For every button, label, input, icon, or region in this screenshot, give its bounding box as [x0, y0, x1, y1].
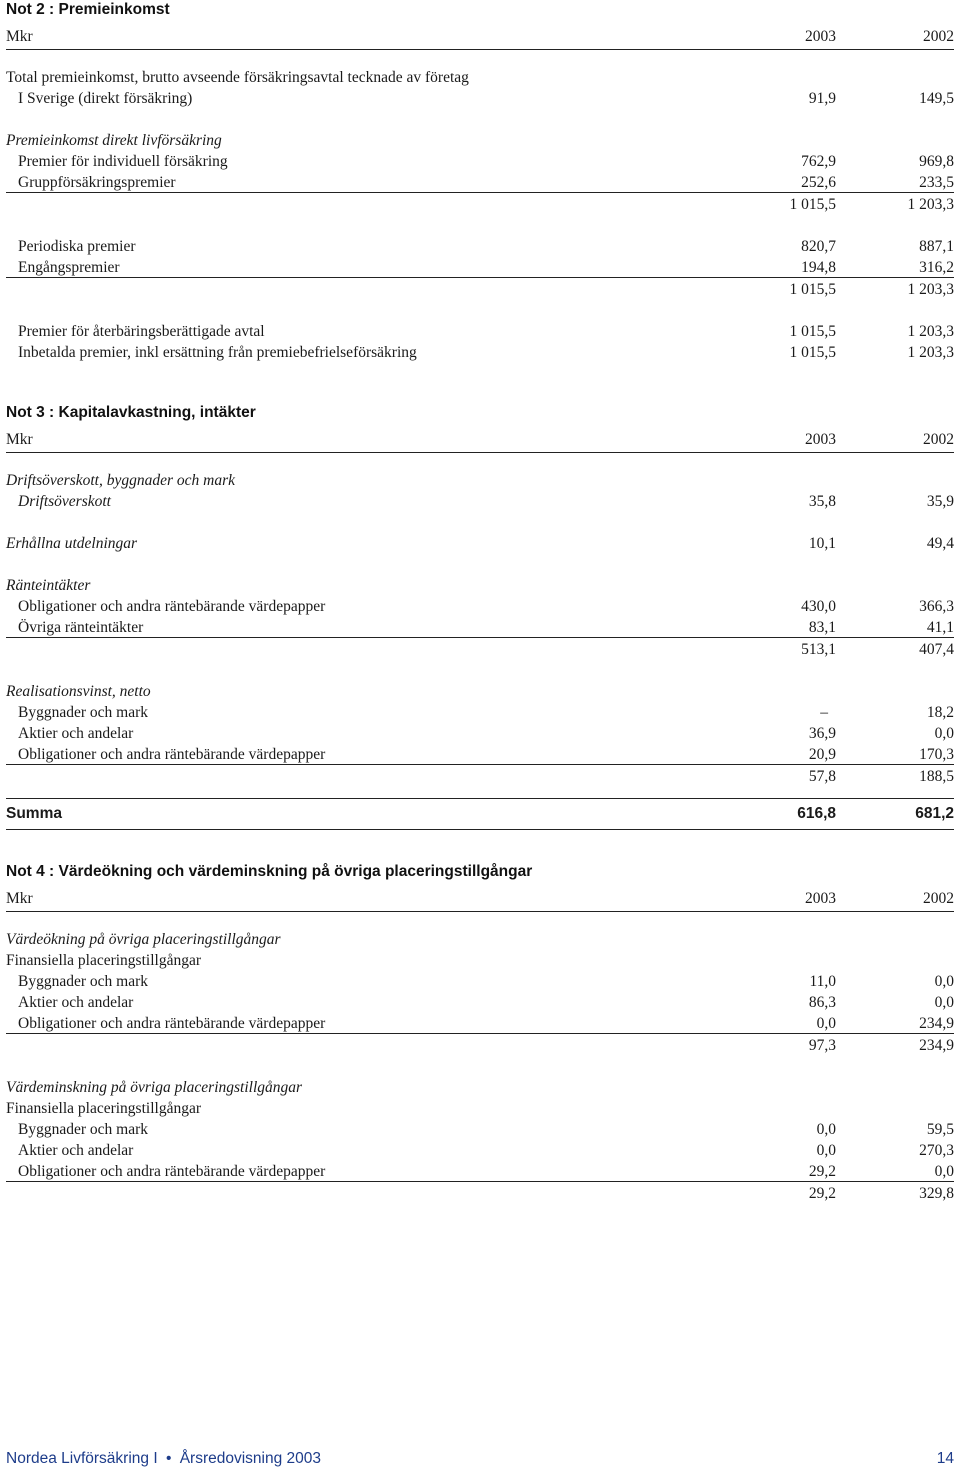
value-2003: 1 015,5: [789, 281, 836, 298]
value-2002: 407,4: [919, 641, 954, 658]
note-2: [6, 0, 954, 362]
table-row: [6, 469, 954, 490]
value-2003: 57,8: [808, 768, 836, 785]
row-label: Premieinkomst direkt livförsäkring: [6, 132, 222, 149]
table-row: [6, 1160, 954, 1182]
note-4: [6, 862, 954, 1203]
value-2003: 194,8: [801, 259, 836, 276]
year-2002: 2002: [923, 27, 954, 45]
value-2003: 86,3: [808, 994, 836, 1011]
value-2002: 188,5: [919, 768, 954, 785]
row-label: Finansiella placeringstillgångar: [6, 1100, 201, 1117]
value-2003: 0,0: [816, 1121, 836, 1138]
page-number: 14: [936, 1450, 954, 1467]
value-2002: 233,5: [919, 174, 954, 191]
value-2003: 83,1: [808, 619, 836, 636]
value-2002: 969,8: [919, 153, 954, 170]
value-2002: 234,9: [919, 1015, 954, 1032]
value-2002: 270,3: [919, 1142, 954, 1159]
value-2003: 29,2: [808, 1163, 836, 1180]
table-row: [6, 150, 954, 171]
footer-bullet: •: [165, 1450, 172, 1467]
value-2003: 513,1: [801, 641, 836, 658]
table-header: [6, 427, 954, 453]
page-footer: [6, 1450, 954, 1472]
table-row: [6, 595, 954, 616]
row-label: Finansiella placeringstillgångar: [6, 952, 201, 969]
value-2003: 762,9: [801, 153, 836, 170]
value-2003: 36,9: [808, 725, 836, 742]
row-label: I Sverige (direkt försäkring): [18, 90, 193, 107]
summa-2003: 616,8: [797, 805, 836, 822]
summa-label: Summa: [6, 805, 62, 822]
row-label: Obligationer och andra räntebärande värdepapper: [18, 1163, 326, 1180]
value-2003: 430,0: [801, 598, 836, 615]
table-row: [6, 1012, 954, 1034]
table-row: [6, 341, 954, 362]
value-2003: 0,0: [816, 1015, 836, 1032]
value-2002: 366,3: [919, 598, 954, 615]
summa-2002: 681,2: [915, 805, 954, 822]
row-label: Aktier och andelar: [18, 1142, 134, 1159]
row-label: Periodiska premier: [18, 238, 136, 255]
value-2003: 1 015,5: [789, 196, 836, 213]
value-2003: 11,0: [809, 973, 836, 990]
value-2002: 329,8: [919, 1185, 954, 1202]
value-2003: 29,2: [808, 1185, 836, 1202]
value-2002: 1 203,3: [907, 344, 954, 361]
subtotal-row: [6, 1034, 954, 1055]
unit-label: Mkr: [6, 27, 33, 45]
value-2003: 820,7: [801, 238, 836, 255]
row-label: Byggnader och mark: [18, 1121, 148, 1138]
value-2002: 0,0: [934, 1163, 954, 1180]
value-2003: 10,1: [808, 535, 836, 552]
note-title: Not 3 : Kapitalavkastning, intäkter: [6, 404, 256, 421]
table-row: [6, 743, 954, 765]
value-2003: –: [820, 704, 828, 721]
table-row: [6, 680, 954, 701]
row-label: Realisationsvinst, netto: [6, 683, 151, 700]
row-label: Inbetalda premier, inkl ersättning från premiebefrielseförsäkring: [18, 344, 417, 361]
table-row: [6, 532, 954, 553]
value-2003: 1 015,5: [789, 323, 836, 340]
row-label: Aktier och andelar: [18, 994, 134, 1011]
subtotal-row: [6, 1182, 954, 1203]
table-row: [6, 574, 954, 595]
table-row: [6, 171, 954, 193]
row-label: Byggnader och mark: [18, 973, 148, 990]
table-row: [6, 722, 954, 743]
row-label: Total premieinkomst, brutto avseende försäkringsavtal tecknade av företag: [6, 69, 469, 86]
row-label: Byggnader och mark: [18, 704, 148, 721]
table-row: [6, 616, 954, 638]
value-2002: 18,2: [926, 704, 954, 721]
table-header: [6, 886, 954, 912]
value-2002: 887,1: [919, 238, 954, 255]
row-label: Obligationer och andra räntebärande värdepapper: [18, 746, 326, 763]
table-row: [6, 129, 954, 150]
table-row: [6, 490, 954, 511]
value-2002: 41,1: [926, 619, 954, 636]
subtotal-row: [6, 193, 954, 214]
table-row: [6, 320, 954, 341]
value-2003: 20,9: [808, 746, 836, 763]
unit-label: Mkr: [6, 889, 33, 907]
table-row: [6, 1139, 954, 1160]
table-header: [6, 24, 954, 50]
table-row: [6, 991, 954, 1012]
subtotal-row: [6, 638, 954, 659]
table-row: [6, 928, 954, 949]
summa-row: [6, 798, 954, 830]
year-2002: 2002: [923, 430, 954, 448]
value-2002: 170,3: [919, 746, 954, 763]
note-title: Not 2 : Premieinkomst: [6, 1, 170, 18]
table-row: [6, 1097, 954, 1118]
row-label: Ränteintäkter: [6, 577, 91, 594]
table-row: [6, 949, 954, 970]
value-2002: 234,9: [919, 1037, 954, 1054]
value-2002: 149,5: [919, 90, 954, 107]
row-label: Obligationer och andra räntebärande värdepapper: [18, 1015, 326, 1032]
value-2002: 316,2: [919, 259, 954, 276]
value-2002: 0,0: [934, 725, 954, 742]
value-2003: 0,0: [816, 1142, 836, 1159]
subtotal-row: [6, 278, 954, 299]
row-label: Engångspremier: [18, 259, 120, 276]
row-label: Värdeminskning på övriga placeringstillgångar: [6, 1079, 303, 1096]
row-label: Premier för återbäringsberättigade avtal: [18, 323, 265, 340]
year-2003: 2003: [805, 27, 836, 45]
value-2002: 35,9: [926, 493, 954, 510]
subtotal-row: [6, 765, 954, 786]
row-label: Övriga ränteintäkter: [18, 619, 144, 636]
row-label: Driftsöverskott, byggnader och mark: [6, 472, 236, 489]
year-2003: 2003: [805, 430, 836, 448]
year-2003: 2003: [805, 889, 836, 907]
table-row: [6, 66, 954, 87]
footer-company: Nordea Livförsäkring I: [6, 1450, 158, 1467]
row-label: Aktier och andelar: [18, 725, 134, 742]
value-2002: 0,0: [934, 973, 954, 990]
row-label: Erhållna utdelningar: [6, 535, 138, 552]
value-2003: 91,9: [808, 90, 836, 107]
row-label: Gruppförsäkringspremier: [18, 174, 176, 191]
table-row: [6, 1076, 954, 1097]
row-label: Obligationer och andra räntebärande värdepapper: [18, 598, 326, 615]
value-2002: 1 203,3: [907, 323, 954, 340]
table-row: [6, 701, 954, 722]
value-2003: 252,6: [801, 174, 836, 191]
table-row: [6, 87, 954, 108]
table-row: [6, 256, 954, 278]
unit-label: Mkr: [6, 430, 33, 448]
value-2003: 97,3: [808, 1037, 836, 1054]
footer-title: [6, 1450, 937, 1472]
footer-report: Årsredovisning 2003: [179, 1450, 321, 1467]
value-2002: 0,0: [934, 994, 954, 1011]
note-title: Not 4 : Värdeökning och värdeminskning på övriga placeringstillgångar: [6, 863, 533, 880]
table-row: [6, 970, 954, 991]
value-2002: 49,4: [926, 535, 954, 552]
value-2003: 35,8: [808, 493, 836, 510]
value-2003: 1 015,5: [789, 344, 836, 361]
table-row: [6, 235, 954, 256]
row-label: Premier för individuell försäkring: [18, 153, 228, 170]
note-3: [6, 403, 954, 830]
value-2002: 1 203,3: [907, 196, 954, 213]
row-label: Driftsöverskott: [18, 493, 111, 510]
year-2002: 2002: [923, 889, 954, 907]
value-2002: 1 203,3: [907, 281, 954, 298]
table-row: [6, 1118, 954, 1139]
value-2002: 59,5: [926, 1121, 954, 1138]
row-label: Värdeökning på övriga placeringstillgångar: [6, 931, 281, 948]
